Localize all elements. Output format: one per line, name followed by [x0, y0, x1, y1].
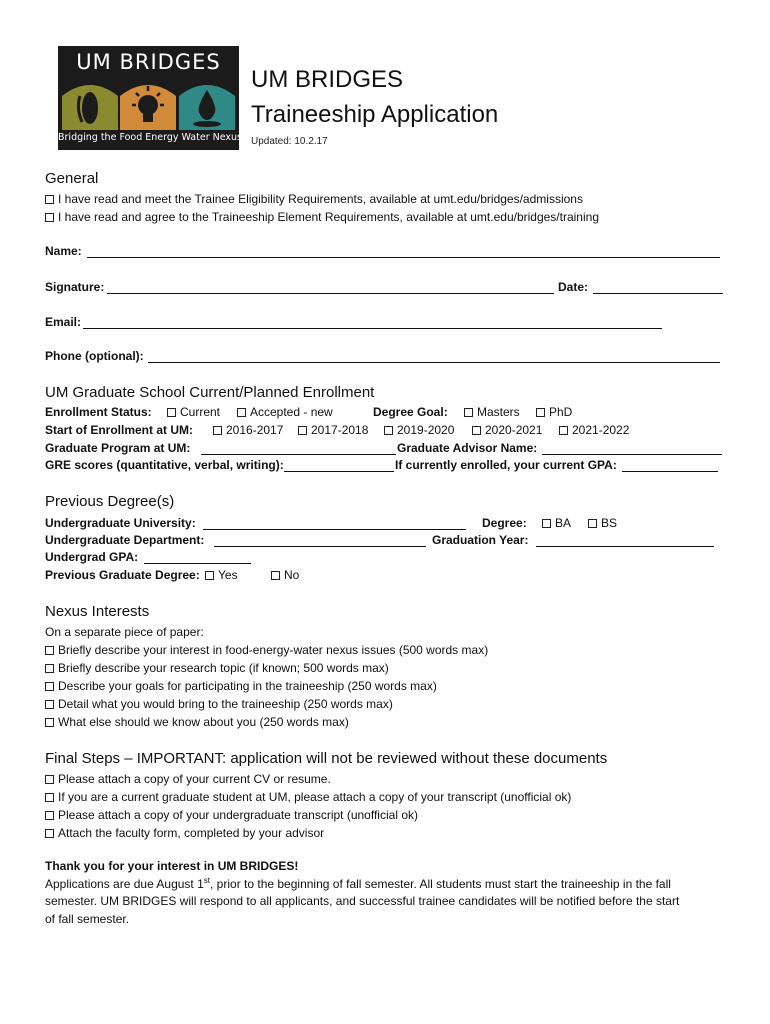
check-item[interactable]: I have read and agree to the Traineeship Element Requirements, available at umt.edu/bridges/training [45, 210, 599, 224]
gpa-label: If currently enrolled, your current GPA: [395, 458, 617, 472]
graduate-program-label: Graduate Program at UM: [45, 441, 191, 455]
checkbox-icon[interactable] [588, 519, 597, 528]
checkbox-icon[interactable] [45, 195, 54, 204]
page-subtitle: Traineeship Application [251, 101, 499, 128]
checkbox-icon[interactable] [298, 426, 307, 435]
um-bridges-logo [58, 46, 243, 150]
enrollment-heading: UM Graduate School Current/Planned Enrollment [45, 384, 375, 401]
degree-option[interactable]: BS [588, 516, 617, 530]
nexus-intro: On a separate piece of paper: [45, 625, 204, 639]
degree-goal-option[interactable]: PhD [536, 405, 572, 419]
checkbox-icon[interactable] [542, 519, 551, 528]
date-label: Date: [558, 280, 589, 294]
undergrad-department-field[interactable] [214, 546, 426, 547]
checkbox-icon[interactable] [205, 571, 214, 580]
phone-field[interactable] [148, 362, 720, 363]
lightbulb-icon [120, 78, 176, 130]
degree-goal-label: Degree Goal: [373, 405, 448, 419]
undergrad-gpa-field[interactable] [144, 563, 251, 564]
start-option[interactable]: 2021-2022 [559, 423, 629, 437]
start-option[interactable]: 2016-2017 [213, 423, 283, 437]
name-label: Name: [45, 244, 82, 258]
status-option[interactable]: Accepted - new [237, 405, 333, 419]
graduation-year-field[interactable] [536, 546, 714, 547]
start-option[interactable]: 2019-2020 [384, 423, 454, 437]
nexus-item[interactable]: Detail what you would bring to the traineeship (250 words max) [45, 697, 393, 711]
checkbox-icon[interactable] [45, 213, 54, 222]
checkbox-icon[interactable] [472, 426, 481, 435]
page-title: UM BRIDGES [251, 66, 404, 93]
degree-label: Degree: [482, 516, 527, 530]
start-option[interactable]: 2020-2021 [472, 423, 542, 437]
checkbox-icon[interactable] [559, 426, 568, 435]
start-option[interactable]: 2017-2018 [298, 423, 368, 437]
degree-option[interactable]: BA [542, 516, 571, 530]
final-item[interactable]: Please attach a copy of your current CV or resume. [45, 772, 331, 786]
signature-label: Signature: [45, 280, 105, 294]
checkbox-icon[interactable] [45, 682, 54, 691]
signature-field[interactable] [107, 293, 554, 294]
logo-tiles [62, 78, 235, 130]
checkbox-icon[interactable] [237, 408, 246, 417]
final-steps-heading: Final Steps – IMPORTANT: application will not be reviewed without these documents [45, 750, 608, 767]
checkbox-icon[interactable] [536, 408, 545, 417]
email-field[interactable] [83, 328, 662, 329]
closing-line-2: semester. UM BRIDGES will respond to all applicants, and successful trainee candidates will be notified before the start [45, 894, 680, 908]
start-enrollment-label: Start of Enrollment at UM: [45, 423, 194, 437]
checkbox-icon[interactable] [384, 426, 393, 435]
email-label: Email: [45, 315, 82, 329]
checkbox-icon[interactable] [271, 571, 280, 580]
nexus-interests-heading: Nexus Interests [45, 603, 150, 620]
checkbox-icon[interactable] [45, 700, 54, 709]
phone-label: Phone (optional): [45, 349, 144, 363]
checkbox-icon[interactable] [464, 408, 473, 417]
enrollment-status-label: Enrollment Status: [45, 405, 152, 419]
closing-line-1: Applications are due August 1st, prior to the beginning of fall semester. All students must start the traineeship in the fall [45, 876, 671, 891]
checkbox-icon[interactable] [45, 793, 54, 802]
advisor-field[interactable] [542, 454, 722, 455]
checkbox-icon[interactable] [45, 718, 54, 727]
undergrad-gpa-label: Undergrad GPA: [45, 550, 139, 564]
checkbox-icon[interactable] [45, 646, 54, 655]
degree-goal-option[interactable]: Masters [464, 405, 520, 419]
final-item[interactable]: Please attach a copy of your undergraduate transcript (unofficial ok) [45, 808, 418, 822]
check-item[interactable]: I have read and meet the Trainee Eligibility Requirements, available at umt.edu/bridges/admissions [45, 192, 583, 206]
nexus-item[interactable]: Briefly describe your interest in food-energy-water nexus issues (500 words max) [45, 643, 488, 657]
gpa-field[interactable] [622, 471, 718, 472]
logo-tagline: Bridging the Food Energy Water Nexus [58, 132, 243, 143]
checkbox-icon[interactable] [45, 811, 54, 820]
general-heading: General [45, 170, 99, 187]
date-field[interactable] [593, 293, 723, 294]
corn-icon [62, 78, 118, 130]
advisor-label: Graduate Advisor Name: [397, 441, 538, 455]
water-drop-icon [179, 78, 235, 130]
nexus-item[interactable]: What else should we know about you (250 words max) [45, 715, 349, 729]
undergrad-university-field[interactable] [203, 529, 466, 530]
checkbox-icon[interactable] [45, 664, 54, 673]
name-field[interactable] [87, 257, 720, 258]
nexus-item[interactable]: Briefly describe your research topic (if known; 500 words max) [45, 661, 389, 675]
updated-date: Updated: 10.2.17 [251, 136, 328, 147]
thank-you-text: Thank you for your interest in UM BRIDGES! [45, 859, 299, 873]
checkbox-icon[interactable] [167, 408, 176, 417]
undergrad-department-label: Undergraduate Department: [45, 533, 205, 547]
final-item[interactable]: If you are a current graduate student at UM, please attach a copy of your transcript (unofficial ok) [45, 790, 571, 804]
previous-grad-option[interactable]: Yes [205, 568, 238, 582]
undergrad-university-label: Undergraduate University: [45, 516, 196, 530]
previous-graduate-degree-label: Previous Graduate Degree: [45, 568, 200, 582]
graduation-year-label: Graduation Year: [432, 533, 529, 547]
checkbox-icon[interactable] [45, 829, 54, 838]
logo-title: UM BRIDGES [76, 50, 221, 74]
gre-field[interactable] [284, 471, 394, 472]
status-option[interactable]: Current [167, 405, 220, 419]
nexus-item[interactable]: Describe your goals for participating in the traineeship (250 words max) [45, 679, 437, 693]
gre-label: GRE scores (quantitative, verbal, writing): [45, 458, 284, 472]
checkbox-icon[interactable] [45, 775, 54, 784]
graduate-program-field[interactable] [201, 454, 396, 455]
closing-line-3: of fall semester. [45, 912, 130, 926]
checkbox-icon[interactable] [213, 426, 222, 435]
final-item[interactable]: Attach the faculty form, completed by your advisor [45, 826, 324, 840]
previous-degrees-heading: Previous Degree(s) [45, 493, 175, 510]
previous-grad-option[interactable]: No [271, 568, 299, 582]
